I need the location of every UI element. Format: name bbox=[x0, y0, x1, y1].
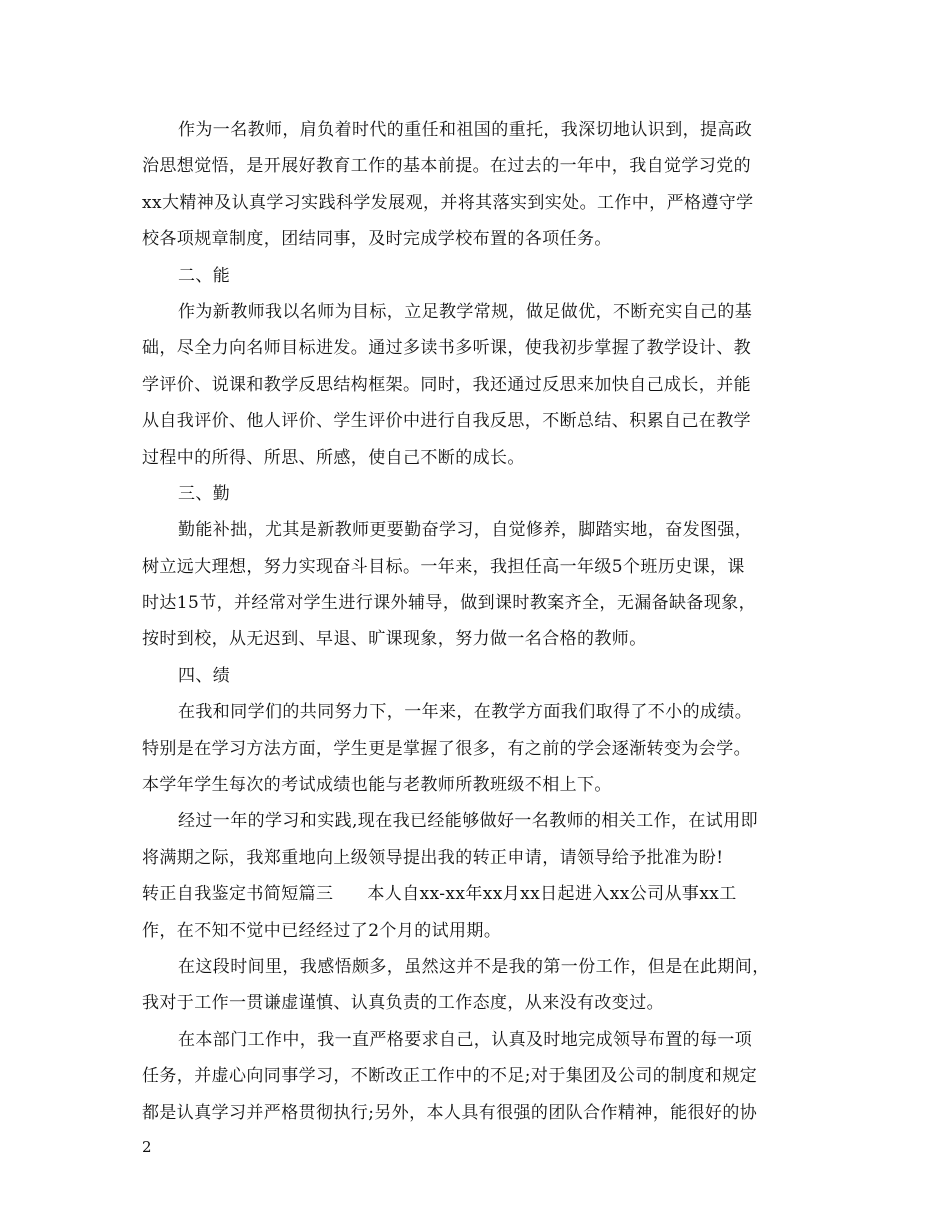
document-body bbox=[142, 112, 810, 1131]
paragraph-line: 学评价、说课和教学反思结构框架。同时，我还通过反思来加快自己成长，并能 bbox=[142, 374, 751, 395]
paragraph-line: 从自我评价、他人评价、学生评价中进行自我反思，不断总结、积累自己在教学 bbox=[142, 411, 751, 432]
page-number: 2 bbox=[142, 1138, 152, 1156]
paragraph-line: 校各项规章制度，团结同事，及时完成学校布置的各项任务。 bbox=[142, 229, 612, 250]
paragraph-line: xx大精神及认真学习实践科学发展观，并将其落实到实处。工作中，严格遵守学 bbox=[142, 192, 754, 213]
section-heading: 二、能 bbox=[178, 265, 231, 286]
section-heading: 四、绩 bbox=[178, 665, 231, 686]
paragraph-line: 将满期之际，我郑重地向上级领导提出我的转正申请，请领导给予批准为盼! bbox=[142, 847, 724, 868]
article-opening-text: 本人自xx-xx年xx月xx日起进入xx公司从事xx工 bbox=[367, 884, 737, 905]
paragraph-line: 治思想觉悟，是开展好教育工作的基本前提。在过去的一年中，我自觉学习党的 bbox=[142, 156, 751, 177]
paragraph-line: 在这段时间里，我感悟颇多，虽然这并不是我的第一份工作，但是在此期间， bbox=[178, 956, 770, 977]
paragraph-line: 作为一名教师，肩负着时代的重任和祖国的重托，我深切地认识到，提高政 bbox=[178, 120, 753, 140]
paragraph-line: 按时到校，从无迟到、早退、旷课现象，努力做一名合格的教师。 bbox=[142, 629, 647, 650]
paragraph-line: 过程中的所得、所思、所感，使自己不断的成长。 bbox=[142, 447, 525, 468]
section-heading: 三、勤 bbox=[178, 483, 231, 504]
paragraph-line: 本学年学生每次的考试成绩也能与老教师所教班级不相上下。 bbox=[142, 775, 612, 796]
paragraph-line: 础，尽全力向名师目标进发。通过多读书多听课，使我初步掌握了教学设计、教 bbox=[142, 338, 751, 359]
paragraph-line: 经过一年的学习和实践,现在我已经能够做好一名教师的相关工作，在试用即 bbox=[178, 811, 759, 832]
paragraph-line: 时达15节，并经常对学生进行课外辅导，做到课时教案齐全，无漏备缺备现象， bbox=[142, 593, 757, 614]
article-title-line bbox=[142, 876, 810, 912]
paragraph-line: 作，在不知不觉中已经经过了2个月的试用期。 bbox=[142, 920, 502, 941]
paragraph-line: 任务，并虚心向同事学习，不断改正工作中的不足;对于集团及公司的制度和规定 bbox=[142, 1066, 758, 1087]
paragraph-line: 都是认真学习并严格贯彻执行;另外，本人具有很强的团队合作精神，能很好的协 bbox=[142, 1102, 758, 1123]
paragraph-line: 作为新教师我以名师为目标，立足教学常规，做足做优，不断充实自己的基 bbox=[178, 301, 753, 322]
article-title: 转正自我鉴定书简短篇三 bbox=[142, 884, 334, 905]
paragraph-line: 在我和同学们的共同努力下，一年来，在教学方面我们取得了不小的成绩。 bbox=[178, 702, 753, 723]
paragraph-line: 在本部门工作中，我一直严格要求自己，认真及时地完成领导布置的每一项 bbox=[178, 1029, 753, 1050]
paragraph-line: 特别是在学习方法方面，学生更是掌握了很多，有之前的学会逐渐转变为会学。 bbox=[142, 738, 751, 759]
paragraph-line: 我对于工作一贯谦虚谨慎、认真负责的工作态度，从来没有改变过。 bbox=[142, 993, 664, 1014]
paragraph-line: 树立远大理想，努力实现奋斗目标。一年来，我担任高一年级5个班历史课，课 bbox=[142, 556, 745, 577]
paragraph-line: 勤能补拙，尤其是新教师更要勤奋学习，自觉修养，脚踏实地，奋发图强， bbox=[178, 520, 753, 541]
